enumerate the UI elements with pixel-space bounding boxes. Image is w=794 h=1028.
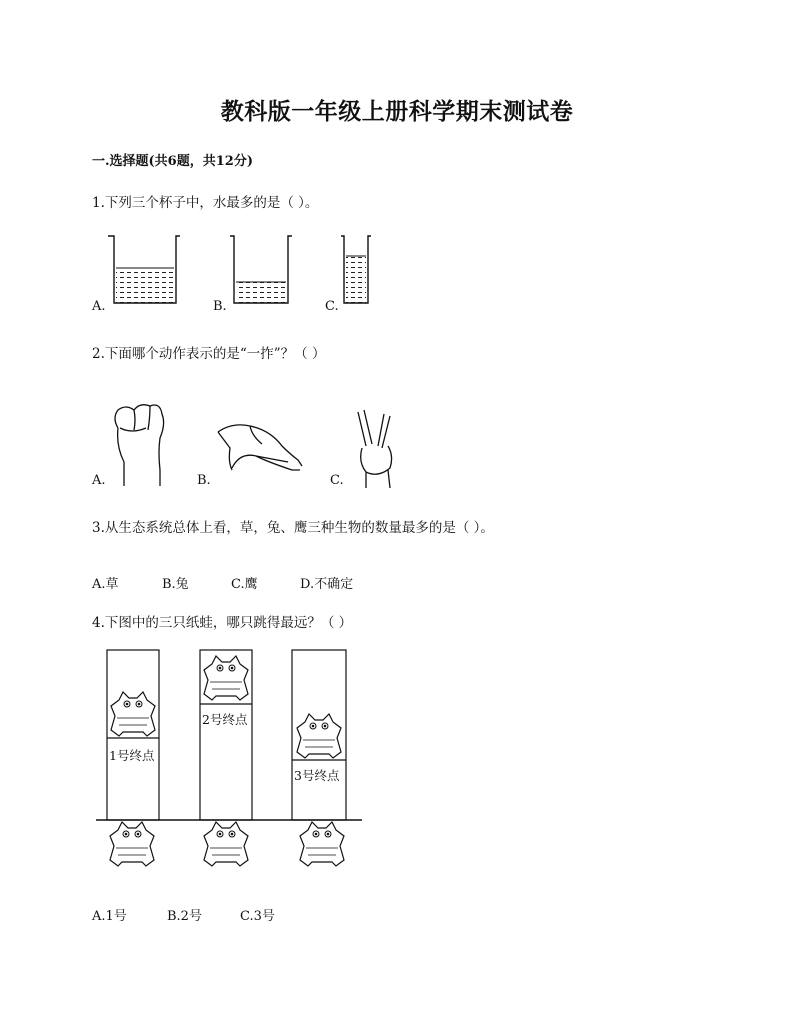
finish-label-3: 3号终点 bbox=[294, 768, 340, 783]
question-4-text: 4.下图中的三只纸蛙，哪只跳得最远？（ ） bbox=[92, 615, 353, 631]
cup-b-icon bbox=[230, 236, 292, 303]
track-3 bbox=[292, 650, 346, 820]
q2-option-b: B. bbox=[197, 473, 211, 488]
q1-option-a: A. bbox=[92, 299, 106, 314]
q2-option-c: C. bbox=[330, 473, 344, 488]
q3-option-d: D.不确定 bbox=[300, 577, 354, 592]
q3-option-a: A.草 bbox=[92, 577, 119, 592]
track-2 bbox=[200, 650, 252, 820]
q1-option-c: C. bbox=[325, 299, 339, 314]
q1-option-b: B. bbox=[213, 299, 227, 314]
cup-a-icon bbox=[108, 236, 180, 303]
frog-start-2-icon bbox=[204, 822, 248, 866]
q4-option-c: C.3号 bbox=[240, 909, 275, 924]
frog-2-icon bbox=[204, 656, 248, 700]
question-3-text: 3.从生态系统总体上看，草，兔、鹰三种生物的数量最多的是（ ）。 bbox=[92, 520, 494, 536]
q4-option-b: B.2号 bbox=[167, 909, 202, 924]
q3-option-c: C.鹰 bbox=[231, 577, 258, 592]
frog-start-3-icon bbox=[300, 822, 344, 866]
section-heading: 一.选择题(共6题，共12分) bbox=[92, 154, 253, 169]
frog-1-icon bbox=[111, 692, 155, 736]
page-title: 教科版一年级上册科学期末测试卷 bbox=[220, 98, 574, 125]
q2-option-a: A. bbox=[92, 473, 106, 488]
victory-hand-icon bbox=[358, 410, 392, 488]
question-2-text: 2.下面哪个动作表示的是“一拃”？（ ） bbox=[92, 346, 326, 362]
track-1 bbox=[107, 650, 159, 820]
finish-label-1: 1号终点 bbox=[109, 748, 155, 763]
q4-option-a: A.1号 bbox=[92, 909, 127, 924]
finish-label-2: 2号终点 bbox=[202, 712, 248, 727]
frog-3-icon bbox=[297, 714, 341, 758]
frog-start-1-icon bbox=[110, 822, 154, 866]
fist-icon bbox=[115, 405, 164, 486]
q3-option-b: B.兔 bbox=[162, 577, 189, 592]
question-1-text: 1.下列三个杯子中，水最多的是（ ）。 bbox=[92, 195, 319, 211]
span-hand-icon bbox=[218, 425, 302, 470]
cup-c-icon bbox=[341, 236, 371, 303]
